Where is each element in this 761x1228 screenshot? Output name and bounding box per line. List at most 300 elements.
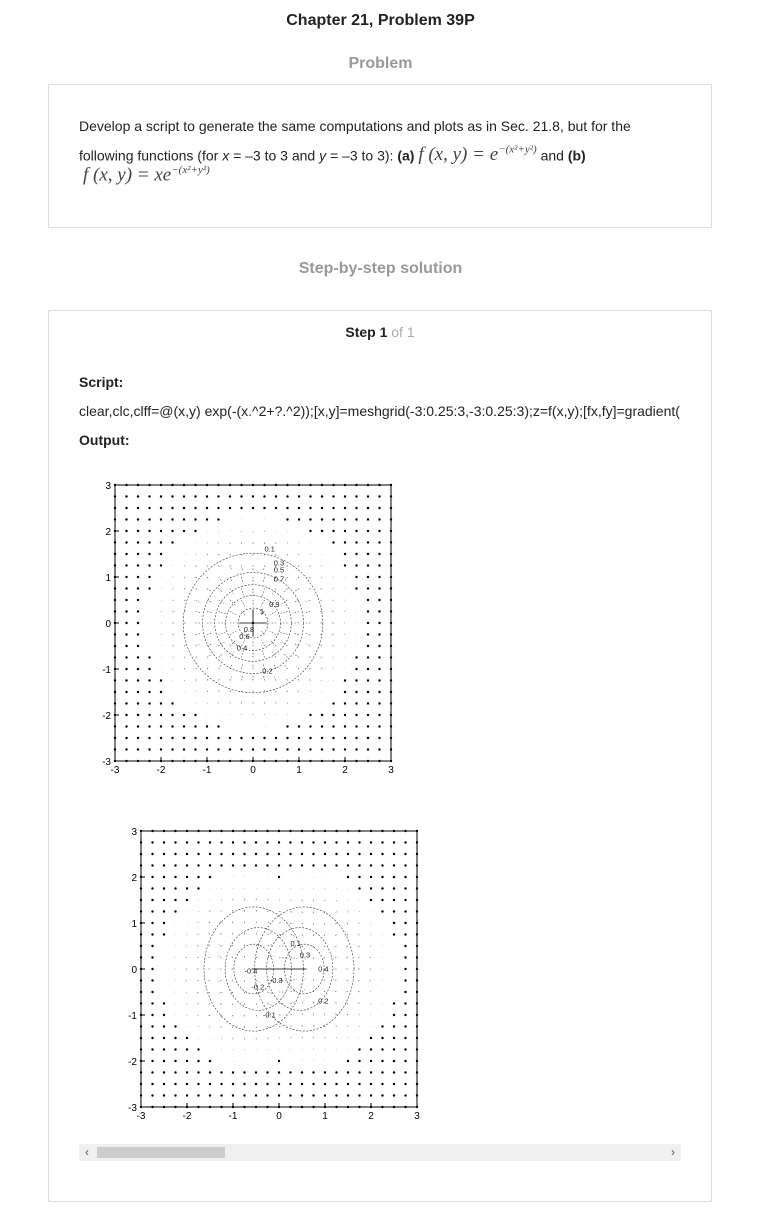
field-point	[137, 679, 139, 681]
field-point	[137, 691, 139, 693]
label-a: (a)	[397, 147, 415, 164]
field-point	[186, 887, 188, 889]
field-point	[416, 991, 418, 993]
field-point	[137, 760, 139, 762]
field-point	[321, 725, 323, 727]
x-tick-label: 2	[342, 765, 348, 776]
field-point	[140, 933, 142, 935]
field-point	[240, 484, 242, 486]
field-point	[114, 748, 116, 750]
field-point	[370, 864, 372, 866]
field-point	[289, 1071, 291, 1073]
field-point	[174, 1106, 176, 1108]
field-point	[416, 876, 418, 878]
field-point	[255, 830, 257, 832]
scroll-right-arrow-icon[interactable]: ›	[671, 1145, 675, 1159]
field-point	[278, 1106, 280, 1108]
field-point	[232, 853, 234, 855]
field-point	[263, 495, 265, 497]
field-point	[286, 495, 288, 497]
field-point	[298, 760, 300, 762]
field-point	[390, 702, 392, 704]
field-point	[114, 725, 116, 727]
field-point	[301, 1083, 303, 1085]
field-point	[378, 645, 380, 647]
field-point	[393, 933, 395, 935]
field-point	[355, 587, 357, 589]
field-point	[160, 507, 162, 509]
field-point	[148, 760, 150, 762]
field-point	[114, 610, 116, 612]
field-point	[355, 507, 357, 509]
field-point	[378, 530, 380, 532]
field-point	[404, 979, 406, 981]
field-point	[381, 830, 383, 832]
field-point	[378, 656, 380, 658]
field-point	[148, 587, 150, 589]
field-point	[140, 1094, 142, 1096]
field-point	[232, 1083, 234, 1085]
field-point	[183, 530, 185, 532]
field-point	[148, 725, 150, 727]
field-point	[151, 1002, 153, 1004]
field-point	[114, 518, 116, 520]
x-tick-label: 3	[388, 765, 394, 776]
field-point	[404, 1037, 406, 1039]
field-point	[312, 830, 314, 832]
contour-label: 0.2	[318, 996, 329, 1006]
field-point	[298, 507, 300, 509]
field-point	[140, 864, 142, 866]
field-point	[160, 564, 162, 566]
field-point	[312, 1083, 314, 1085]
field-point	[114, 564, 116, 566]
contour-label: -0.2	[251, 982, 265, 992]
field-point	[355, 518, 357, 520]
field-point	[367, 679, 369, 681]
field-point	[332, 748, 334, 750]
field-point	[140, 887, 142, 889]
field-point	[209, 841, 211, 843]
field-point	[416, 1060, 418, 1062]
field-point	[390, 748, 392, 750]
field-point	[298, 495, 300, 497]
field-point	[381, 864, 383, 866]
field-point	[194, 495, 196, 497]
field-point	[370, 1094, 372, 1096]
field-point	[390, 518, 392, 520]
field-point	[243, 841, 245, 843]
field-point	[151, 933, 153, 935]
field-point	[125, 599, 127, 601]
field-point	[140, 853, 142, 855]
field-point	[252, 737, 254, 739]
field-point	[163, 899, 165, 901]
output-plot-2	[113, 819, 433, 1124]
field-point	[148, 495, 150, 497]
field-point	[137, 633, 139, 635]
field-point	[148, 507, 150, 509]
field-point	[309, 507, 311, 509]
field-point	[378, 668, 380, 670]
field-point	[309, 484, 311, 486]
field-point	[174, 1060, 176, 1062]
field-point	[114, 714, 116, 716]
field-point	[171, 725, 173, 727]
field-point	[263, 484, 265, 486]
field-point	[275, 760, 277, 762]
field-point	[148, 714, 150, 716]
field-point	[151, 1014, 153, 1016]
field-point	[125, 541, 127, 543]
field-point	[289, 1094, 291, 1096]
field-point	[140, 1025, 142, 1027]
field-point	[416, 922, 418, 924]
field-point	[217, 748, 219, 750]
field-point	[355, 656, 357, 658]
field-point	[163, 830, 165, 832]
field-point	[140, 1037, 142, 1039]
field-point	[367, 507, 369, 509]
field-point	[125, 679, 127, 681]
contour-label: 0.2	[262, 666, 273, 676]
field-point	[309, 714, 311, 716]
page-title: Chapter 21, Problem 39P	[286, 12, 475, 29]
x-tick-label: 1	[296, 765, 302, 776]
field-point	[416, 887, 418, 889]
field-point	[174, 899, 176, 901]
field-point	[378, 691, 380, 693]
field-point	[390, 564, 392, 566]
field-point	[393, 1025, 395, 1027]
field-point	[137, 530, 139, 532]
problem-text-range-x: = –3 to 3 and	[229, 147, 320, 164]
field-point	[321, 760, 323, 762]
field-point	[344, 748, 346, 750]
field-point	[125, 530, 127, 532]
field-point	[289, 830, 291, 832]
field-point	[125, 610, 127, 612]
field-point	[278, 1060, 280, 1062]
contour-label: 1	[259, 606, 265, 616]
field-point	[160, 553, 162, 555]
field-point	[404, 876, 406, 878]
scrollbar-thumb[interactable]	[97, 1147, 225, 1158]
field-point	[125, 484, 127, 486]
field-point	[240, 507, 242, 509]
field-point	[390, 599, 392, 601]
field-point	[183, 495, 185, 497]
field-point	[301, 1094, 303, 1096]
field-point	[140, 1083, 142, 1085]
field-point	[217, 518, 219, 520]
field-point	[137, 748, 139, 750]
field-point	[263, 760, 265, 762]
field-point	[393, 1106, 395, 1108]
script-label: Script:	[79, 374, 124, 390]
field-point	[332, 518, 334, 520]
field-point	[301, 853, 303, 855]
field-point	[370, 1037, 372, 1039]
field-point	[367, 599, 369, 601]
field-point	[183, 507, 185, 509]
field-point	[370, 1060, 372, 1062]
field-point	[278, 876, 280, 878]
step-of: of 1	[391, 324, 415, 340]
horizontal-scrollbar[interactable]	[79, 1144, 681, 1161]
field-point	[151, 887, 153, 889]
field-point	[324, 1094, 326, 1096]
x-tick-label: -3	[136, 1111, 146, 1122]
field-point	[186, 1060, 188, 1062]
field-point	[252, 495, 254, 497]
field-point	[125, 507, 127, 509]
field-point	[355, 553, 357, 555]
field-point	[163, 1106, 165, 1108]
field-point	[217, 760, 219, 762]
field-point	[114, 702, 116, 704]
field-point	[344, 530, 346, 532]
field-point	[151, 1106, 153, 1108]
field-point	[332, 714, 334, 716]
y-tick-label: -3	[128, 1103, 137, 1114]
field-point	[194, 737, 196, 739]
field-point	[324, 1106, 326, 1108]
field-point	[151, 1060, 153, 1062]
field-point	[171, 714, 173, 716]
field-point	[393, 1083, 395, 1085]
field-point	[160, 495, 162, 497]
field-point	[151, 956, 153, 958]
field-point	[114, 760, 116, 762]
field-point	[390, 714, 392, 716]
field-point	[355, 495, 357, 497]
field-point	[174, 876, 176, 878]
field-point	[370, 1071, 372, 1073]
field-point	[393, 876, 395, 878]
field-point	[151, 991, 153, 993]
field-point	[367, 622, 369, 624]
field-point	[332, 484, 334, 486]
field-point	[243, 1094, 245, 1096]
field-point	[160, 760, 162, 762]
field-point	[151, 841, 153, 843]
field-point	[220, 830, 222, 832]
y-tick-label: 3	[105, 481, 111, 492]
field-point	[347, 876, 349, 878]
field-point	[194, 484, 196, 486]
field-point	[206, 737, 208, 739]
field-point	[174, 1037, 176, 1039]
contour-label: -0.4	[244, 966, 258, 976]
field-point	[286, 507, 288, 509]
field-point	[148, 702, 150, 704]
field-point	[378, 576, 380, 578]
field-point	[367, 668, 369, 670]
field-point	[160, 714, 162, 716]
field-point	[393, 887, 395, 889]
field-point	[286, 725, 288, 727]
field-point	[381, 1094, 383, 1096]
field-point	[171, 541, 173, 543]
field-point	[404, 956, 406, 958]
field-point	[206, 725, 208, 727]
field-point	[390, 725, 392, 727]
field-point	[243, 853, 245, 855]
contour-label: -0.3	[269, 975, 283, 985]
field-point	[309, 748, 311, 750]
field-point	[286, 760, 288, 762]
field-point	[137, 656, 139, 658]
field-point	[114, 507, 116, 509]
field-point	[137, 553, 139, 555]
field-point	[125, 714, 127, 716]
field-point	[393, 1094, 395, 1096]
field-point	[416, 933, 418, 935]
field-point	[416, 841, 418, 843]
field-point	[137, 576, 139, 578]
field-point	[367, 737, 369, 739]
scroll-left-arrow-icon[interactable]: ‹	[85, 1145, 89, 1159]
field-point	[171, 760, 173, 762]
field-point	[416, 1048, 418, 1050]
field-point	[332, 507, 334, 509]
field-point	[194, 530, 196, 532]
field-point	[347, 841, 349, 843]
field-point	[390, 737, 392, 739]
field-point	[278, 853, 280, 855]
field-point	[163, 1060, 165, 1062]
field-point	[137, 668, 139, 670]
field-point	[370, 876, 372, 878]
field-point	[160, 484, 162, 486]
field-point	[125, 553, 127, 555]
field-point	[416, 956, 418, 958]
field-point	[243, 1083, 245, 1085]
field-point	[358, 1060, 360, 1062]
field-point	[393, 922, 395, 924]
field-point	[171, 507, 173, 509]
field-point	[393, 1048, 395, 1050]
formula-a-base: f (x, y) = e	[418, 144, 499, 166]
formula-a-exponent: −(x²+y²)	[498, 144, 537, 156]
field-point	[393, 864, 395, 866]
field-point	[321, 748, 323, 750]
field-point	[174, 853, 176, 855]
field-point	[186, 876, 188, 878]
field-point	[367, 576, 369, 578]
field-point	[347, 853, 349, 855]
field-point	[358, 1094, 360, 1096]
field-point	[367, 518, 369, 520]
field-point	[358, 1083, 360, 1085]
field-point	[160, 530, 162, 532]
field-point	[404, 933, 406, 935]
field-point	[367, 714, 369, 716]
field-point	[404, 1014, 406, 1016]
field-point	[114, 679, 116, 681]
field-point	[358, 1071, 360, 1073]
field-point	[220, 841, 222, 843]
field-point	[324, 864, 326, 866]
field-point	[390, 691, 392, 693]
field-point	[344, 484, 346, 486]
field-point	[390, 622, 392, 624]
field-point	[381, 853, 383, 855]
field-point	[404, 853, 406, 855]
field-point	[206, 748, 208, 750]
field-point	[321, 518, 323, 520]
field-point	[160, 518, 162, 520]
field-point	[209, 1094, 211, 1096]
field-point	[416, 1083, 418, 1085]
field-point	[416, 1002, 418, 1004]
field-point	[275, 484, 277, 486]
field-point	[358, 1048, 360, 1050]
field-point	[220, 1106, 222, 1108]
field-point	[137, 645, 139, 647]
field-point	[186, 1094, 188, 1096]
field-point	[312, 841, 314, 843]
field-point	[393, 1071, 395, 1073]
field-point	[393, 1014, 395, 1016]
field-point	[148, 553, 150, 555]
field-point	[229, 737, 231, 739]
field-point	[404, 1060, 406, 1062]
x-tick-label: 2	[368, 1111, 374, 1122]
field-point	[355, 564, 357, 566]
field-point	[206, 507, 208, 509]
field-point	[393, 853, 395, 855]
field-point	[114, 691, 116, 693]
field-point	[390, 656, 392, 658]
field-point	[355, 668, 357, 670]
field-point	[390, 760, 392, 762]
y-tick-label: 0	[105, 619, 111, 630]
field-point	[404, 899, 406, 901]
field-point	[137, 495, 139, 497]
field-point	[160, 725, 162, 727]
field-point	[278, 864, 280, 866]
y-tick-label: 2	[131, 873, 137, 884]
field-point	[358, 830, 360, 832]
field-point	[344, 760, 346, 762]
field-point	[390, 530, 392, 532]
field-point	[289, 841, 291, 843]
field-point	[163, 887, 165, 889]
field-point	[255, 1106, 257, 1108]
field-point	[289, 853, 291, 855]
field-point	[151, 1071, 153, 1073]
field-point	[163, 1037, 165, 1039]
field-point	[148, 518, 150, 520]
contour-label: 0.5	[273, 565, 285, 575]
field-point	[404, 991, 406, 993]
field-point	[240, 737, 242, 739]
field-point	[151, 864, 153, 866]
field-point	[378, 484, 380, 486]
field-point	[278, 1083, 280, 1085]
field-point	[217, 484, 219, 486]
field-point	[266, 853, 268, 855]
field-point	[390, 541, 392, 543]
field-point	[344, 691, 346, 693]
field-point	[137, 518, 139, 520]
field-point	[332, 702, 334, 704]
field-point	[217, 507, 219, 509]
field-point	[416, 1014, 418, 1016]
field-point	[174, 841, 176, 843]
